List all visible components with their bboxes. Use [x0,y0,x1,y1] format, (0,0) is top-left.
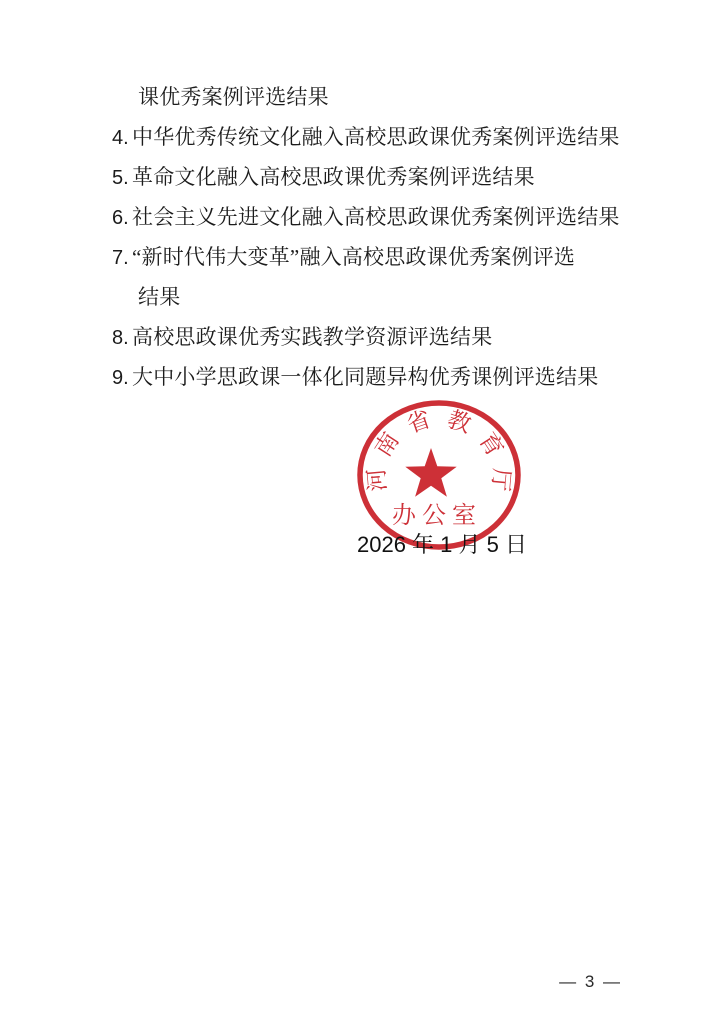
list-line [112,277,642,317]
list-line [112,197,642,237]
seal-arc-char: 育 [474,428,508,461]
page-number: — 3 — [559,972,622,991]
seal-arc-char: 省 [403,406,434,438]
list-line-text: “新时代伟大变革”融入高校思政课优秀案例评选 [132,245,576,269]
list-number: 9. [112,367,129,389]
seal-arc-char: 教 [444,406,475,438]
list-line-text: 结果 [138,285,181,309]
seal-office-text: 办公室 [392,503,482,529]
list-number: 6. [112,207,129,229]
list-line-text: 革命文化融入高校思政课优秀案例评选结果 [132,165,535,189]
list-line [112,77,642,117]
list-number: 4. [112,127,129,149]
list-number: 5. [112,167,129,189]
list-number: 7. [112,247,129,269]
seal-arc-char: 河 [363,467,391,493]
seal-arc-char: 厅 [487,467,515,493]
seal-arc-char: 南 [370,428,404,461]
list-number: 8. [112,327,129,349]
issue-date: 2026 年 1 月 5 日 [357,532,527,557]
list-line-text: 高校思政课优秀实践教学资源评选结果 [132,325,493,349]
list-line-text: 中华优秀传统文化融入高校思政课优秀案例评选结果 [132,125,620,149]
list-line [112,237,642,277]
list-line-text: 社会主义先进文化融入高校思政课优秀案例评选结果 [132,205,620,229]
list-line-text: 课优秀案例评选结果 [138,85,329,109]
list-line [112,117,642,157]
star-icon [405,448,456,497]
list-line-text: 大中小学思政课一体化同题异构优秀课例评选结果 [132,365,599,389]
list-line [112,317,642,357]
result-list [112,77,642,397]
list-line [112,157,642,197]
